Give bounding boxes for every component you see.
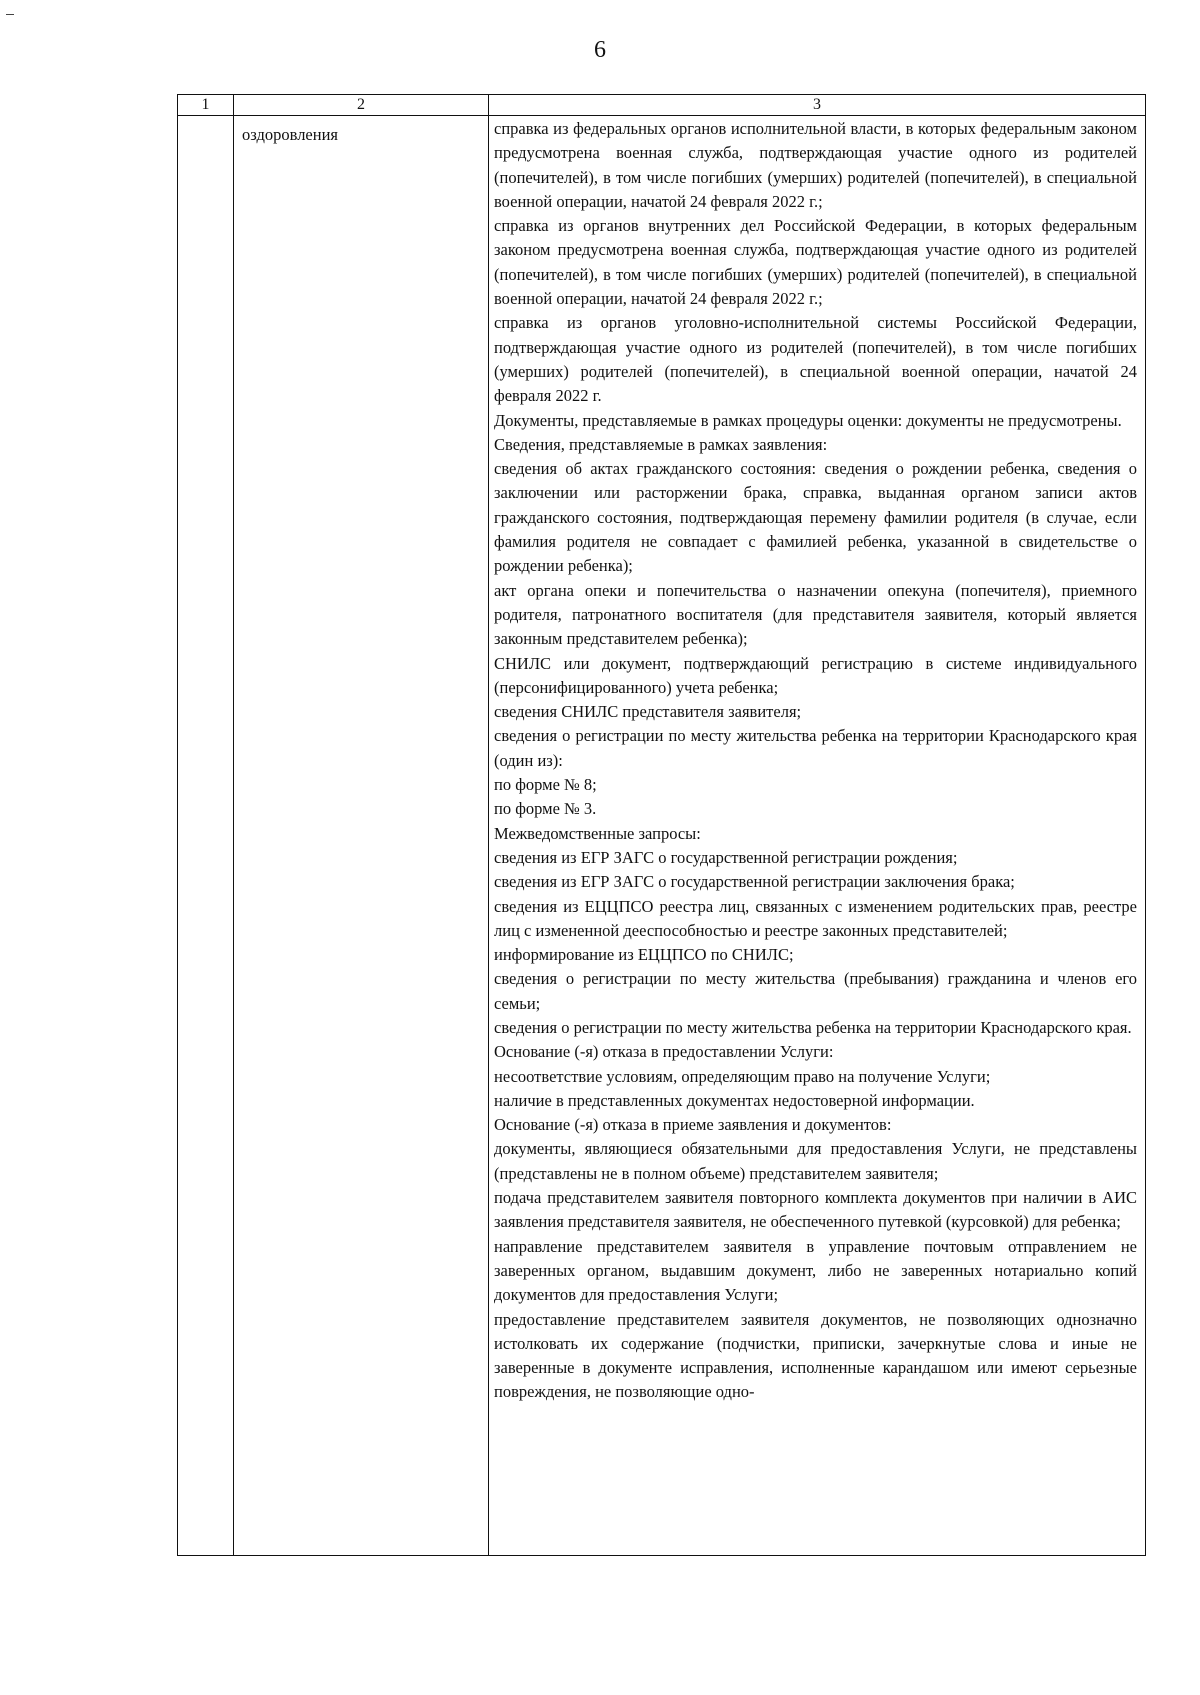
paragraph: сведения СНИЛС представителя заявителя; [494, 702, 802, 722]
paragraph: справка из федеральных органов исполнительной власти, в которых федеральным законом предусмотрена военная служба, подтверждающая участие одного из родителей (попечителей), в том числе погибших (умерших) родителей (попечителей), в специальной военной операции, начатой 24 февраля 2022 г.; [494, 119, 1137, 211]
paragraph: Документы, представляемые в рамках процедуры оценки: документы не предусмотрены. [494, 410, 1122, 430]
table-header-row [178, 95, 1145, 116]
paragraph: СНИЛС или документ, подтверждающий регистрацию в системе индивидуального (персонифицированного) учета ребенка; [494, 653, 1137, 697]
paragraph: сведения из ЕЦЦПСО реестра лиц, связанных с изменением родительских прав, реестре лиц с измененной дееспособностью и реестре законных представителей; [494, 896, 1137, 940]
paragraph: сведения из ЕГР ЗАГС о государственной регистрации рождения; [494, 847, 958, 867]
column-divider-1 [233, 95, 234, 1555]
table-cell-col3 [494, 117, 1137, 1405]
column-divider-2 [488, 95, 489, 1555]
paragraph: сведения из ЕГР ЗАГС о государственной регистрации заключения брака; [494, 872, 1015, 892]
paragraph: по форме № 8; [494, 775, 597, 795]
paragraph: сведения о регистрации по месту жительства ребенка на территории Краснодарского края (один из): [494, 726, 1137, 770]
page-number: 6 [594, 37, 606, 63]
paragraph: направление представителем заявителя в управление почтовым отправлением не заверенных органом, выдавшим документ, либо не заверенных нотариально копий документов для предоставления Услуги; [494, 1236, 1137, 1305]
paragraph: Основание (-я) отказа в приеме заявления и документов: [494, 1115, 892, 1135]
paragraph: сведения о регистрации по месту жительства (пребывания) гражданина и членов его семьи; [494, 969, 1137, 1013]
paragraph: наличие в представленных документах недостоверной информации. [494, 1090, 975, 1110]
table-cell-col2: оздоровления [242, 125, 338, 144]
paragraph: несоответствие условиям, определяющим право на получение Услуги; [494, 1066, 991, 1086]
paragraph: документы, являющиеся обязательными для предоставления Услуги, не представлены (представлены не в полном объеме) представителем заявителя; [494, 1139, 1137, 1183]
paragraph: акт органа опеки и попечительства о назначении опекуна (попечителя), приемного родителя, патронатного воспитателя (для представителя заявителя, который является законным представителем ребенка); [494, 580, 1137, 649]
paragraph: сведения о регистрации по месту жительства ребенка на территории Краснодарского края. [494, 1017, 1132, 1037]
paragraph: Основание (-я) отказа в предоставлении Услуги: [494, 1042, 834, 1062]
document-table [177, 94, 1146, 1556]
paragraph: Межведомственные запросы: [494, 823, 701, 843]
paragraph: информирование из ЕЦЦПСО по СНИЛС; [494, 945, 794, 965]
paragraph: справка из органов внутренних дел Российской Федерации, в которых федеральным законом предусмотрена военная служба, подтверждающая участие одного из родителей (попечителей), в том числе погибших (умерших) родителей (попечителей), в специальной военной операции, начатой 24 февраля 2022 г.; [494, 216, 1137, 309]
paragraph: предоставление представителем заявителя документов, не позволяющих однозначно истолковать их содержание (подчистки, приписки, зачеркнутые слова и иные не заверенные в документе исправления, исполненные карандашом или имеют серьезные повреждения, не позволяющие одно- [494, 1309, 1137, 1402]
paragraph: справка из органов уголовно-исполнительной системы Российской Федерации, подтверждающая участие одного из родителей (попечителей), в том числе погибших (умерших) родителей (попечителей), в специальной военной операции, начатой 24 февраля 2022 г. [494, 313, 1137, 406]
header-col-2: 2 [357, 96, 365, 113]
paragraph: подача представителем заявителя повторного комплекта документов при наличии в АИС заявления представителя заявителя, не обеспеченного путевкой (курсовкой) для ребенка; [494, 1188, 1137, 1232]
paragraph: по форме № 3. [494, 799, 597, 819]
header-col-1: 1 [201, 96, 210, 113]
paragraph: сведения об актах гражданского состояния: сведения о рождении ребенка, сведения о заключении или расторжении брака, справка, выданная органом записи актов гражданского состояния, подтверждающая перемену фамилии родителя (в случае, если фамилия родителя не совпадает с фамилией ребенка, указанной в свидетельстве о рождении ребенка); [494, 459, 1137, 576]
paragraph: Сведения, представляемые в рамках заявления: [494, 434, 828, 454]
header-col-3: 3 [813, 96, 821, 113]
scan-edge-mark [6, 14, 14, 15]
